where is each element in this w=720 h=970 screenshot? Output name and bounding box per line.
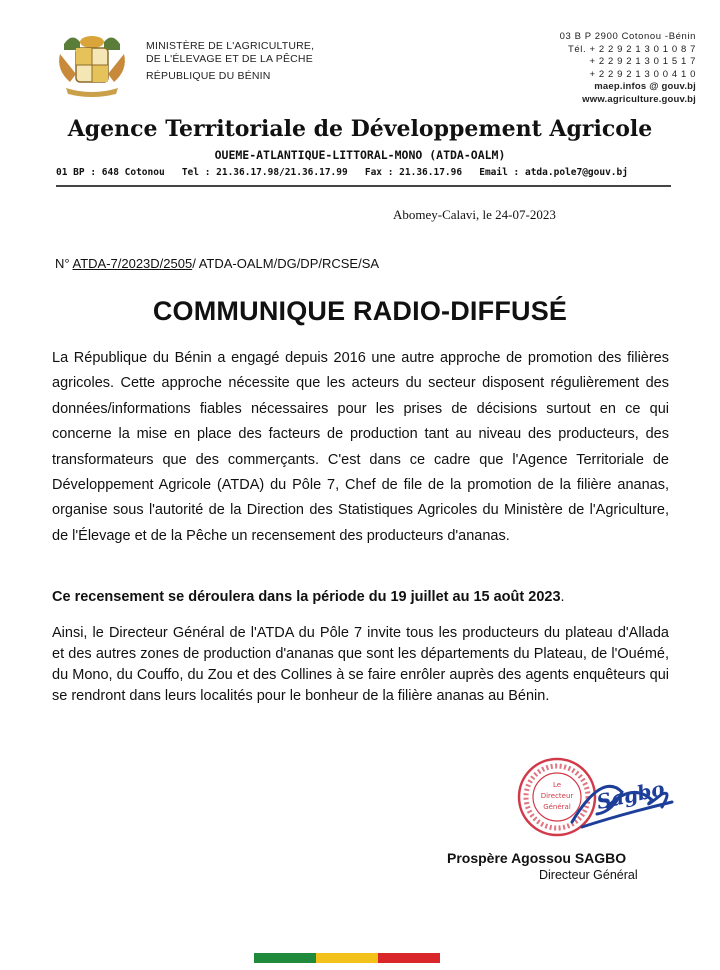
reference-code: ATDA-7/2023D/2505 bbox=[72, 256, 193, 271]
ministry-block bbox=[146, 40, 314, 83]
republic-label: RÉPUBLIQUE DU BÉNIN bbox=[146, 70, 271, 82]
agency-coordinates: 01 BP : 648 Cotonou Tel : 21.36.17.98/21.36.17.99 Fax : 21.36.17.96 Email : atda.pole7@gouv.bj bbox=[56, 167, 628, 178]
contact-bp: 03 B P 2900 Cotonou -Bénin bbox=[559, 31, 696, 42]
official-stamp-signature bbox=[512, 752, 692, 842]
paragraph-intro: La République du Bénin a engagé depuis 2016 une autre approche de promotion des filières agricoles. Cette approche nécessite que les acteurs du secteur disposent régulièrement des données/informations fiables nécessaires pour les prises de décisions surtout en ce qui concerne la mise en place des facteurs de production tant au niveau des producteurs, des transformateurs que des commerçants. C'est dans ce cadre que l'Agence Territoriale de Développement Agricole (ATDA) du Pôle 7, Chef de file de la promotion de la filière ananas, organise sous l'autorité de la Direction des Statistiques Agricoles du Ministère de l'Agriculture, de l'Élevage et de la Pêche un recensement des producteurs d'ananas. bbox=[52, 350, 669, 544]
contact-website: www.agriculture.gouv.bj bbox=[582, 93, 696, 105]
flag-yellow bbox=[316, 953, 378, 963]
stamp-line-1: Le bbox=[552, 781, 562, 789]
flag-green bbox=[254, 953, 316, 963]
signature-text: Sagbo bbox=[594, 776, 667, 815]
flag-red bbox=[378, 953, 440, 963]
document-date: Abomey-Calavi, le 24-07-2023 bbox=[393, 207, 556, 222]
reference-suffix: / ATDA-OALM/DG/DP/RCSE/SA bbox=[192, 256, 380, 271]
ministry-line-2: DE L'ÉLEVAGE ET DE LA PÊCHE bbox=[146, 53, 313, 65]
benin-coat-of-arms-icon bbox=[52, 30, 132, 100]
header-divider bbox=[56, 185, 671, 187]
contact-tel-2: + 2 2 9 2 1 3 0 1 5 1 7 bbox=[589, 56, 696, 67]
reference-number bbox=[55, 256, 379, 271]
paragraph-period bbox=[52, 589, 669, 605]
agency-region: OUEME-ATLANTIQUE-LITTORAL-MONO (ATDA-OALM) bbox=[214, 148, 506, 162]
document-title: COMMUNIQUE RADIO-DIFFUSÉ bbox=[152, 296, 568, 326]
agency-name: Agence Territoriale de Développement Agricole bbox=[67, 116, 653, 142]
ministry-line-1: MINISTÈRE DE L'AGRICULTURE, bbox=[146, 40, 315, 52]
contact-block bbox=[560, 31, 696, 106]
stamp-line-3: Général bbox=[543, 803, 571, 811]
period-statement: Ce recensement se déroulera dans la période du 19 juillet au 15 août 2023 bbox=[52, 589, 561, 605]
contact-fax: + 2 2 9 2 1 3 0 0 4 1 0 bbox=[589, 68, 696, 80]
paragraph-invitation: Ainsi, le Directeur Général de l'ATDA du Pôle 7 invite tous les producteurs du plateau d'Allada et des autres zones de production d'ananas que sont les départements du Plateau, de l'Ouémé, du Mono, du Couffo, du Zou et des Collines à se faire enrôler auprès des agents enquêteurs qui se rendront dans leurs localités pour le bonheur de la filière ananas au Bénin. bbox=[52, 625, 669, 704]
period-end-mark: . bbox=[560, 589, 565, 605]
signer-name: Prospère Agossou SAGBO bbox=[447, 850, 627, 866]
benin-flag-stripe bbox=[254, 953, 440, 963]
reference-prefix: N° bbox=[55, 256, 73, 271]
contact-email: maep.infos @ gouv.bj bbox=[594, 81, 696, 92]
signer-role: Directeur Général bbox=[539, 868, 638, 882]
contact-tel: Tél. + 2 2 9 2 1 3 0 1 0 8 7 bbox=[568, 43, 696, 55]
stamp-line-2: Directeur bbox=[540, 792, 574, 800]
